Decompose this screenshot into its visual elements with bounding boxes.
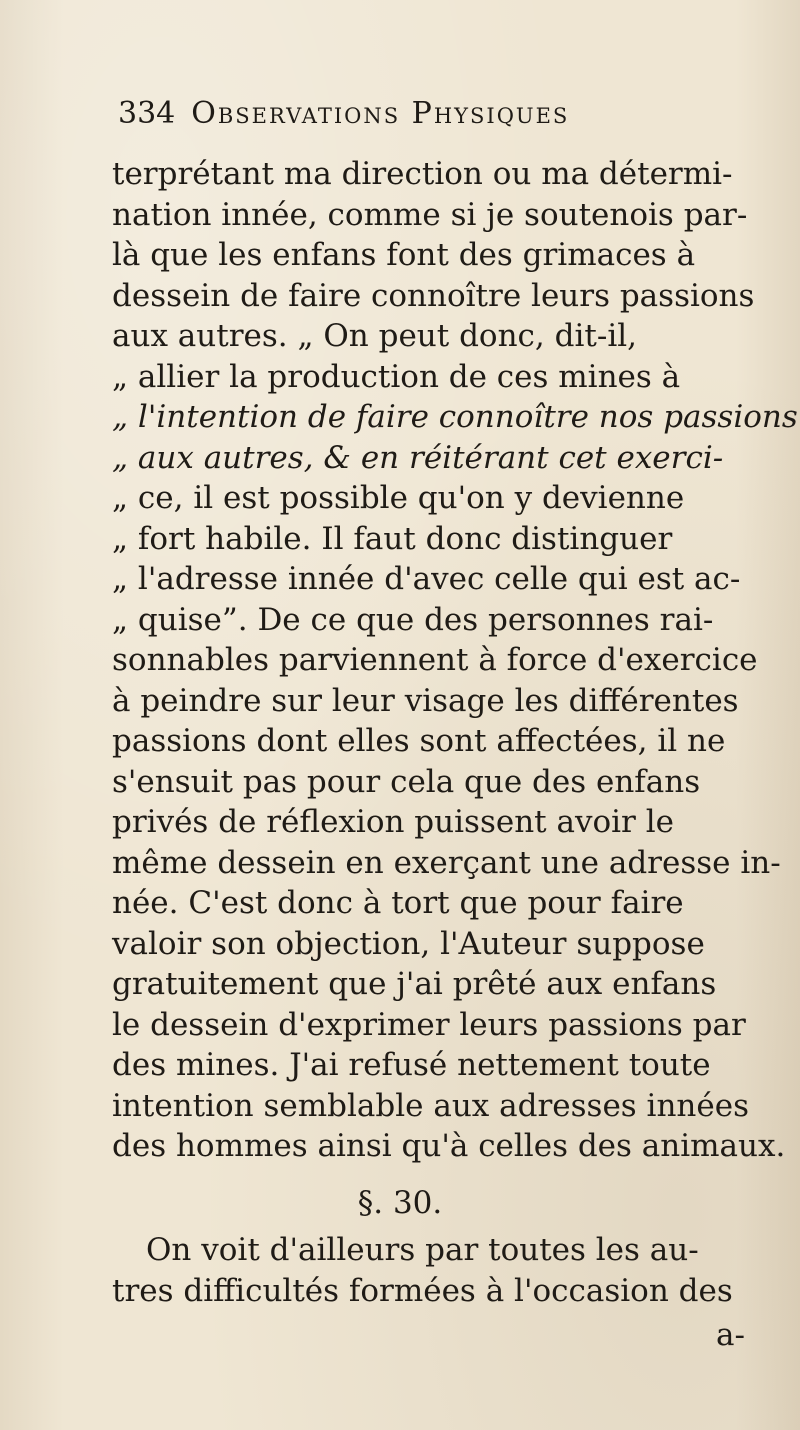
next-paragraph bbox=[112, 1230, 764, 1311]
text-line: aux autres. „ On peut donc, dit-il, bbox=[112, 318, 638, 354]
text-line: On voit d'ailleurs par toutes les au- bbox=[146, 1232, 699, 1268]
text-line: „ ce, il est possible qu'on y devienne bbox=[112, 480, 685, 516]
text-line: des mines. J'ai refusé nettement toute bbox=[112, 1047, 711, 1083]
text-line: „ quise”. De ce que des personnes rai- bbox=[112, 601, 714, 638]
text-line: intention semblable aux adresses innées bbox=[112, 1087, 749, 1124]
text-line: même dessein en exerçant une adresse in- bbox=[112, 844, 781, 881]
text-line: gratuitement que j'ai prêté aux enfans bbox=[112, 966, 717, 1002]
text-line: „ allier la production de ces mines à bbox=[112, 358, 681, 395]
running-title: Observations Physiques bbox=[191, 96, 570, 131]
text-line: le dessein d'exprimer leurs passions par bbox=[112, 1006, 746, 1043]
text-line: privés de réflexion puissent avoir le bbox=[112, 804, 674, 840]
page-number: 334 bbox=[118, 96, 176, 131]
text-line: „ l'adresse innée d'avec celle qui est ac- bbox=[112, 561, 741, 597]
text-line: passions dont elles sont affectées, il ne bbox=[112, 723, 726, 759]
text-line: sonnables parviennent à force d'exercice bbox=[112, 642, 758, 678]
text-line: des hommes ainsi qu'à celles des animaux. bbox=[112, 1128, 786, 1164]
text-line: à peindre sur leur visage les différentes bbox=[112, 682, 739, 719]
text-line: nation innée, comme si je soutenois par- bbox=[112, 196, 748, 233]
text-line-italic: „ l'intention de faire connoître nos passions bbox=[112, 399, 798, 435]
text-line: tres difficultés formées à l'occasion des bbox=[112, 1272, 733, 1309]
text-line-italic: „ aux autres, & en réitérant cet exerci- bbox=[112, 439, 724, 476]
text-line: dessein de faire connoître leurs passions bbox=[112, 277, 755, 314]
text-line: s'ensuit pas pour cela que des enfans bbox=[112, 763, 701, 800]
text-line: „ fort habile. Il faut donc distinguer bbox=[112, 520, 673, 557]
section-heading: §. 30. bbox=[357, 1185, 443, 1221]
text-line: terprétant ma direction ou ma détermi- bbox=[112, 156, 733, 192]
text-line: valoir son objection, l'Auteur suppose bbox=[112, 925, 705, 962]
main-paragraph bbox=[112, 154, 798, 1167]
catchword: a- bbox=[716, 1317, 745, 1353]
text-line: née. C'est donc à tort que pour faire bbox=[112, 885, 684, 921]
text-line: là que les enfans font des grimaces à bbox=[112, 237, 696, 273]
running-header bbox=[118, 96, 738, 136]
